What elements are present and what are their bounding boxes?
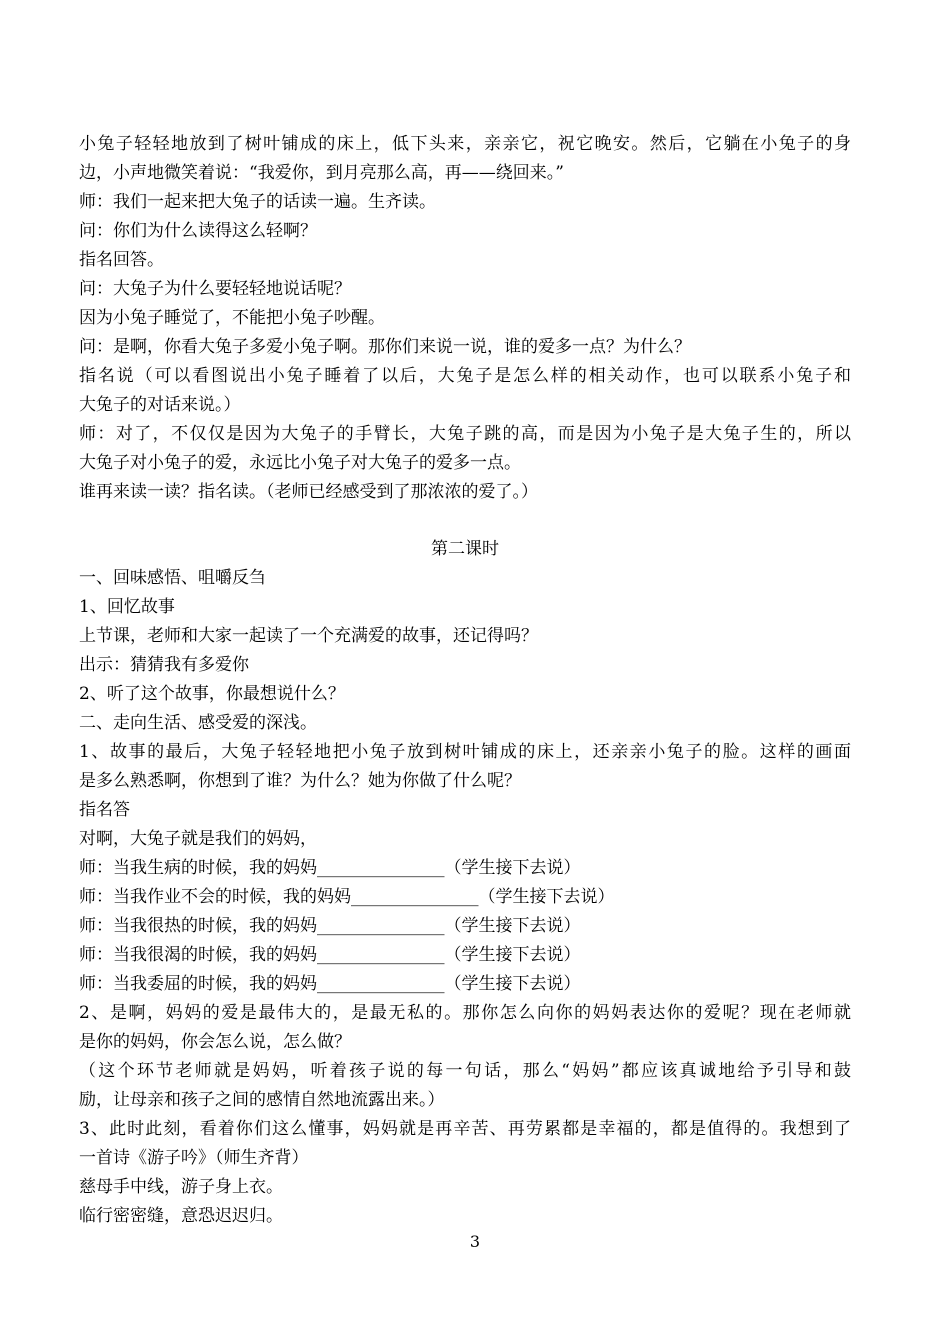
paragraph-line: 一首诗《游子吟》（师生齐背） bbox=[79, 1148, 309, 1168]
paragraph-line: 3、此时此刻，看着你们这么懂事，妈妈就是再辛苦、再劳累都是幸福的，都是值得的。我想到了 bbox=[79, 1119, 851, 1139]
story-section bbox=[79, 130, 851, 507]
section-gap bbox=[79, 507, 851, 535]
fill-in-line: 师：当我作业不会的时候，我的妈妈_______________（学生接下去说） bbox=[79, 887, 615, 907]
paragraph-line: 对啊，大兔子就是我们的妈妈， bbox=[79, 829, 317, 849]
paragraph-line: 一、回味感悟、咀嚼反刍 bbox=[79, 568, 266, 588]
paragraph-line: 大兔子对小兔子的爱，永远比小兔子对大兔子的爱多一点。 bbox=[79, 453, 521, 473]
section-heading: 第二课时 bbox=[431, 539, 499, 559]
lesson-section bbox=[79, 564, 851, 1231]
poem-line: 临行密密缝，意恐迟迟归。 bbox=[79, 1206, 283, 1226]
paragraph-line: 上节课，老师和大家一起读了一个充满爱的故事，还记得吗？ bbox=[79, 626, 538, 646]
paragraph-line: 边，小声地微笑着说：“我爱你，到月亮那么高，再——绕回来。” bbox=[79, 163, 564, 183]
paragraph-line: 师：我们一起来把大兔子的话读一遍。生齐读。 bbox=[79, 192, 436, 212]
page-number: 3 bbox=[469, 1232, 481, 1251]
paragraph-line: 指名说（可以看图说出小兔子睡着了以后，大兔子是怎么样的相关动作，也可以联系小兔子和 bbox=[79, 366, 851, 386]
paragraph-line: 二、走向生活、感受爱的深浅。 bbox=[79, 713, 317, 733]
paragraph-line: 小兔子轻轻地放到了树叶铺成的床上，低下头来，亲亲它，祝它晚安。然后，它躺在小兔子的身 bbox=[79, 134, 851, 154]
paragraph-line: 1、故事的最后，大兔子轻轻地把小兔子放到树叶铺成的床上，还亲亲小兔子的脸。这样的画面 bbox=[79, 742, 851, 762]
paragraph-line: 指名回答。 bbox=[79, 250, 164, 270]
paragraph-line: 是多么熟悉啊，你想到了谁？为什么？她为你做了什么呢？ bbox=[79, 771, 521, 791]
paragraph-line: 指名答 bbox=[79, 800, 130, 820]
paragraph-line: 2、是啊，妈妈的爱是最伟大的，是最无私的。那你怎么向你的妈妈表达你的爱呢？现在老师就 bbox=[79, 1003, 851, 1023]
paragraph-line: 出示：猜猜我有多爱你 bbox=[79, 655, 249, 675]
paragraph-line: 大兔子的对话来说。） bbox=[79, 395, 241, 415]
paragraph-line: 问：大兔子为什么要轻轻地说话呢？ bbox=[79, 279, 351, 299]
paragraph-line: 2、听了这个故事，你最想说什么？ bbox=[79, 684, 345, 704]
paragraph-line: 问：你们为什么读得这么轻啊？ bbox=[79, 221, 317, 241]
paragraph-line: 问：是啊，你看大兔子多爱小兔子啊。那你们来说一说，谁的爱多一点？为什么？ bbox=[79, 337, 691, 357]
fill-in-line: 师：当我很热的时候，我的妈妈_______________（学生接下去说） bbox=[79, 916, 581, 936]
paragraph-line: 是你的妈妈，你会怎么说，怎么做？ bbox=[79, 1032, 351, 1052]
paragraph-line: 师：对了，不仅仅是因为大兔子的手臂长，大兔子跳的高，而是因为小兔子是大兔子生的，所以 bbox=[79, 424, 851, 444]
paragraph-line: 谁再来读一读？指名读。（老师已经感受到了那浓浓的爱了。） bbox=[79, 482, 538, 502]
fill-in-line: 师：当我委屈的时候，我的妈妈_______________（学生接下去说） bbox=[79, 974, 581, 994]
paragraph-line: 1、回忆故事 bbox=[79, 597, 175, 617]
document-page bbox=[79, 130, 851, 1231]
paragraph-line: 因为小兔子睡觉了，不能把小兔子吵醒。 bbox=[79, 308, 385, 328]
paragraph-line: 励，让母亲和孩子之间的感情自然地流露出来。） bbox=[79, 1090, 445, 1110]
poem-line: 慈母手中线，游子身上衣。 bbox=[79, 1177, 283, 1197]
fill-in-line: 师：当我很渴的时候，我的妈妈_______________（学生接下去说） bbox=[79, 945, 581, 965]
fill-in-line: 师：当我生病的时候，我的妈妈_______________（学生接下去说） bbox=[79, 858, 581, 878]
paragraph-line: （这个环节老师就是妈妈，听着孩子说的每一句话，那么“妈妈”都应该真诚地给予引导和鼓 bbox=[79, 1061, 851, 1081]
